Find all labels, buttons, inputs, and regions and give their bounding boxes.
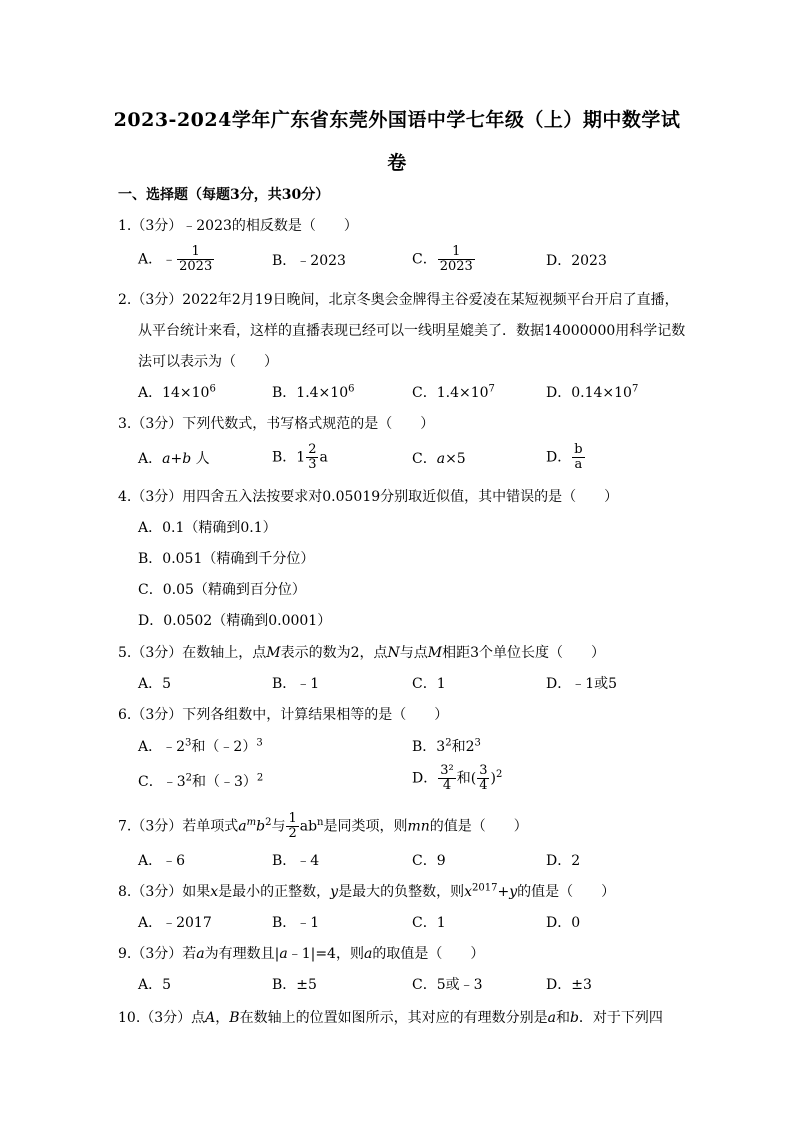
question-9-option-c: C．5或﹣3	[412, 977, 483, 993]
question-2-option-b: B．$1.4\times 10^6$	[272, 383, 355, 401]
question-3-option-d: D． $\frac{b}{a}$	[546, 442, 583, 472]
question-4-option-c: C．0.05（精确到百分位）	[138, 582, 306, 598]
question-5-option-d: D．﹣1或5	[546, 676, 618, 692]
question-8-option-a: A．﹣2017	[138, 915, 212, 931]
question-6-option-a: A．$﹣2^3$和（﹣2）$^3$	[138, 737, 263, 755]
question-8-stem: 8.（3分）如果x是最小的正整数，y是最大的负整数，则$x^{2017}+y$的值是（ ）	[118, 882, 616, 900]
question-5-stem: 5.（3分）在数轴上，点M表示的数为2，点N与点M相距3个单位长度（ ）	[118, 645, 606, 661]
question-5-option-a: A．5	[138, 676, 172, 692]
question-9-option-b: B．±5	[272, 977, 317, 993]
question-2-option-a: A．$14\times 10^6$	[138, 383, 216, 401]
question-9-option-a: A．5	[138, 977, 172, 993]
question-6-option-c: C．$﹣3^2$和（﹣3）$^2$	[138, 772, 264, 790]
question-9-stem: 9.（3分）若a为有理数且|a﹣1|=4，则a的取值是（ ）	[118, 946, 485, 962]
question-1-option-c: C． $\frac{1}{2023}$	[412, 244, 473, 274]
question-2-line1: 2.（3分）2022年2月19日晚间，北京冬奥会金牌得主谷爱凌在某短视频平台开启了直播，	[118, 292, 679, 308]
question-7-option-d: D．2	[546, 853, 581, 869]
question-6-option-d: D． $\frac{\text{3²}}{4}$ 和( $\frac{3}{4}$ )$^2$	[412, 763, 503, 793]
question-8-option-b: B．﹣1	[272, 915, 320, 931]
question-1-option-d: D．2023	[546, 253, 607, 269]
question-1-option-a: A．﹣ $\frac{1}{2023}$	[138, 244, 213, 274]
question-8-option-c: C．1	[412, 915, 446, 931]
question-2-line3: 法可以表示为（ ）	[138, 354, 278, 370]
fraction: $\frac{b}{a}$	[574, 442, 583, 472]
question-5-option-c: C．1	[412, 676, 446, 692]
question-8-option-d: D．0	[546, 915, 581, 931]
fraction: $\frac{3}{4}$	[479, 763, 488, 793]
question-3-option-a: A．a+b 人	[138, 451, 210, 467]
question-1-option-b: B．﹣2023	[272, 253, 346, 269]
question-2-option-d: D．$0.14\times 10^7$	[546, 383, 639, 401]
question-6-stem: 6.（3分）下列各组数中，计算结果相等的是（ ）	[118, 707, 449, 723]
question-3-stem: 3.（3分）下列代数式，书写格式规范的是（ ）	[118, 416, 435, 432]
question-4-option-d: D．0.0502（精确到0.0001）	[138, 613, 332, 629]
fraction: $\frac{2}{3}$	[308, 442, 317, 472]
question-5-option-b: B．﹣1	[272, 676, 320, 692]
question-10-stem: 10.（3分）点A，B在数轴上的位置如图所示，其对应的有理数分别是a和b．对于下列四	[118, 1010, 663, 1026]
question-9-option-d: D．±3	[546, 977, 592, 993]
question-1-stem: 1.（3分）﹣2023的相反数是（ ）	[118, 218, 358, 234]
question-6-option-b: B．$3^2$和$2^3$	[412, 737, 481, 755]
section-heading: 一、选择题（每题3分，共30分）	[118, 187, 330, 203]
fraction: $\frac{1}{2}$	[288, 811, 297, 841]
question-3-option-c: C．a×5	[412, 451, 466, 467]
question-2-option-c: C．$1.4\times 10^7$	[412, 383, 495, 401]
question-7-option-c: C．9	[412, 853, 446, 869]
fraction: $\frac{1}{2023}$	[179, 244, 213, 274]
question-2-line2: 从平台统计来看，这样的直播表现已经可以一线明星媲美了．数据14000000用科学记数	[138, 323, 686, 339]
exam-title-line1: 2023-2024学年广东省东莞外国语中学七年级（上）期中数学试	[113, 109, 681, 131]
question-4-stem: 4.（3分）用四舍五入法按要求对0.05019分别取近似值，其中错误的是（ ）	[118, 489, 619, 505]
question-4-option-b: B．0.051（精确到千分位）	[138, 551, 315, 567]
fraction: $\frac{\text{3²}}{4}$	[440, 763, 454, 793]
question-3-option-b: B．1 $\frac{2}{3}$ a	[272, 442, 328, 472]
question-7-stem: 7.（3分）若单项式$a^mb^2$与 $\frac{1}{2}$ $ab^n$是同类项，则mn的值是（ ）	[118, 811, 528, 841]
question-7-option-a: A．﹣6	[138, 853, 186, 869]
question-7-option-b: B．﹣4	[272, 853, 320, 869]
exam-title-line2: 卷	[387, 152, 407, 174]
question-4-option-a: A．0.1（精确到0.1）	[138, 520, 277, 536]
fraction: $\frac{1}{2023}$	[439, 244, 473, 274]
